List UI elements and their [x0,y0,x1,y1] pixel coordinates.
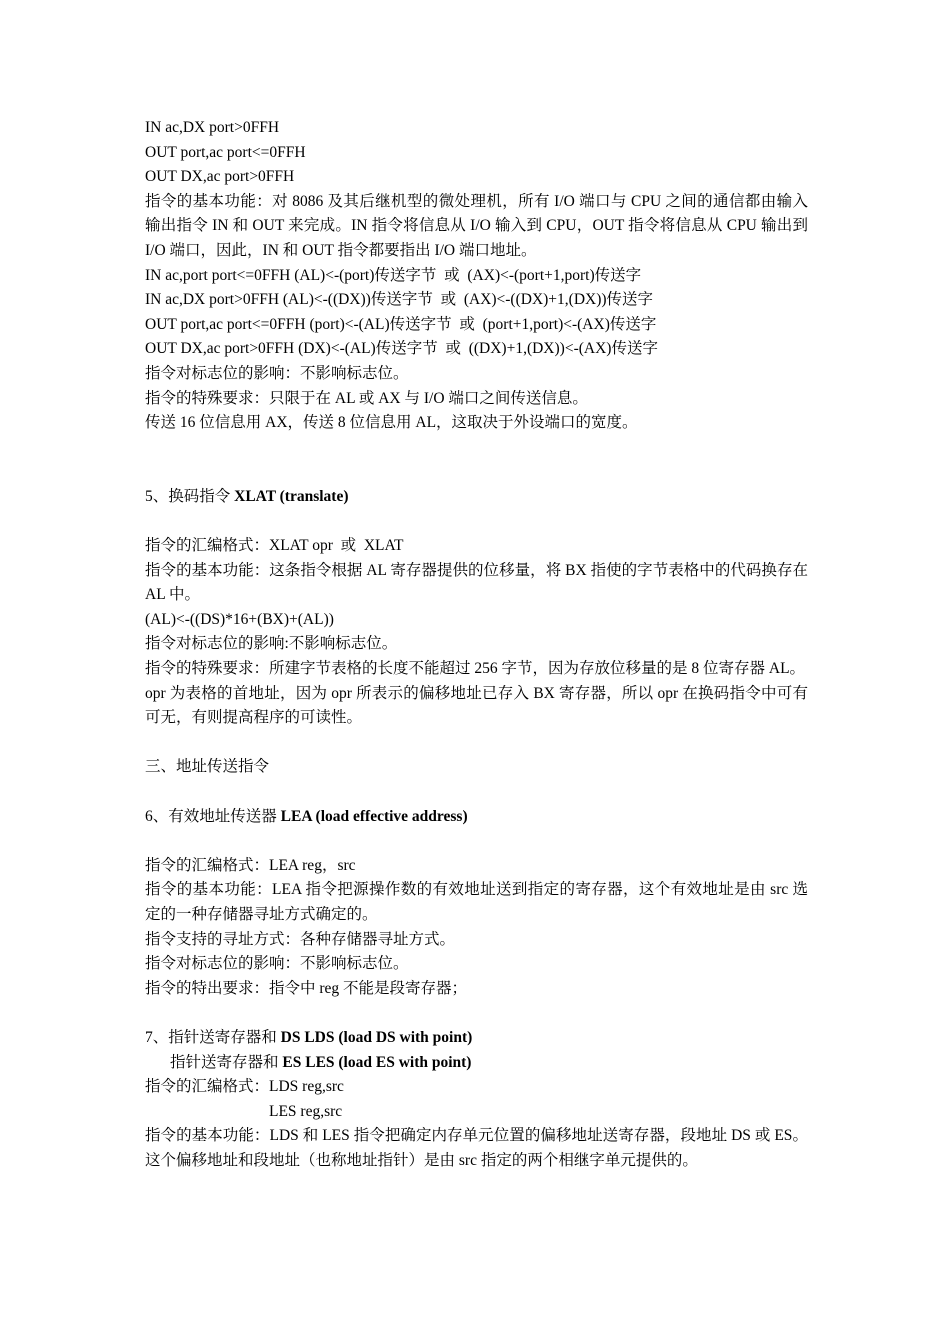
text-line: OUT DX,ac port>0FFH (DX)<-(AL)传送字节 或 ((DX)+1,(DX))<-(AX)传送字 [145,340,658,358]
spacer [145,731,808,756]
paragraph: 指令的基本功能：LDS 和 LES 指令把确定内存单元位置的偏移地址送寄存器，段地址 DS 或 ES。这个偏移地址和段地址（也称地址指针）是由 src 指定的两个相继字单元提供的。 [145,1127,808,1169]
text-line: OUT port,ac port<=0FFH [145,143,306,161]
heading-instruction: XLAT (translate) [234,487,349,505]
text-line: 指令对标志位的影响：不影响标志位。 [145,955,409,973]
text-line: 指令支持的寻址方式：各种存储器寻址方式。 [145,930,456,948]
text-line: 指令的汇编格式：XLAT opr 或 XLAT [145,537,404,555]
section-heading-lds [145,1026,808,1051]
section-heading-lea [145,805,808,830]
paragraph: 指令的基本功能：这条指令根据 AL 寄存器提供的位移量，将 BX 指使的字节表格中的代码换存在 AL 中。 [145,561,808,604]
spacer [145,436,808,485]
text-line: 指令的特出要求：指令中 reg 不能是段寄存器； [145,979,468,997]
heading-prefix: 7、指针送寄存器和 [145,1028,281,1046]
text-line: 指令的特殊要求：只限于在 AL 或 AX 与 I/O 端口之间传送信息。 [145,389,588,407]
heading-prefix: 5、换码指令 [145,487,235,505]
heading-instruction: ES LES (load ES with point) [282,1053,472,1071]
text-line: 指令对标志位的影响:不影响标志位。 [145,635,398,653]
text-line: IN ac,DX port>0FFH (AL)<-((DX))传送字节 或 (AX)<-((DX)+1,(DX))传送字 [145,291,654,309]
text-line: 指令对标志位的影响：不影响标志位。 [145,364,409,382]
paragraph: 指令的基本功能：对 8086 及其后继机型的微处理机，所有 I/O 端口与 CPU 之间的通信都由输入输出指令 IN 和 OUT 来完成。IN 指令将信息从 I/O 输入到 CPU，OUT 指令将信息从 CPU 输出到 I/O 端口，因此，IN 和 OUT 指令都要指出 I/O 端口地址。 [145,192,808,259]
spacer [145,780,808,805]
text-line: IN ac,port port<=0FFH (AL)<-(port)传送字节 或 (AX)<-(port+1,port)传送字 [145,266,642,284]
heading-prefix: 6、有效地址传送器 [145,807,281,825]
spacer [145,510,808,535]
paragraph: 指令的特殊要求：所建字节表格的长度不能超过 256 字节，因为存放位移量的是 8 位寄存器 AL。 [145,660,806,678]
text-line: OUT port,ac port<=0FFH (port)<-(AL)传送字节 或 (port+1,port)<-(AX)传送字 [145,315,657,333]
text-line: LES reg,src [269,1102,343,1120]
text-line: OUT DX,ac port>0FFH [145,168,295,186]
spacer [145,829,808,854]
section-heading-les [145,1051,808,1076]
section-heading-address-transfer: 三、地址传送指令 [145,758,270,776]
section-heading-xlat [145,485,808,510]
text-line: (AL)<-((DS)*16+(BX)+(AL)) [145,610,334,628]
heading-instruction: LEA (load effective address) [280,807,468,825]
spacer [145,1001,808,1026]
text-line: 传送 16 位信息用 AX，传送 8 位信息用 AL，这取决于外设端口的宽度。 [145,414,638,432]
document-body [145,116,808,1174]
paragraph: 指令的基本功能：LEA 指令把源操作数的有效地址送到指定的寄存器，这个有效地址是由 src 选定的一种存储器寻址方式确定的。 [145,881,808,923]
heading-prefix: 指针送寄存器和 [170,1053,283,1071]
text-line: 指令的汇编格式：LEA reg，src [145,856,356,874]
heading-instruction: DS LDS (load DS with point) [280,1028,473,1046]
text-line: IN ac,DX port>0FFH [145,119,280,136]
text-line: 指令的汇编格式：LDS reg,src [145,1078,344,1096]
paragraph: opr 为表格的首地址，因为 opr 所表示的偏移地址已存入 BX 寄存器，所以 opr 在换码指令中可有可无，有则提高程序的可读性。 [145,684,808,727]
